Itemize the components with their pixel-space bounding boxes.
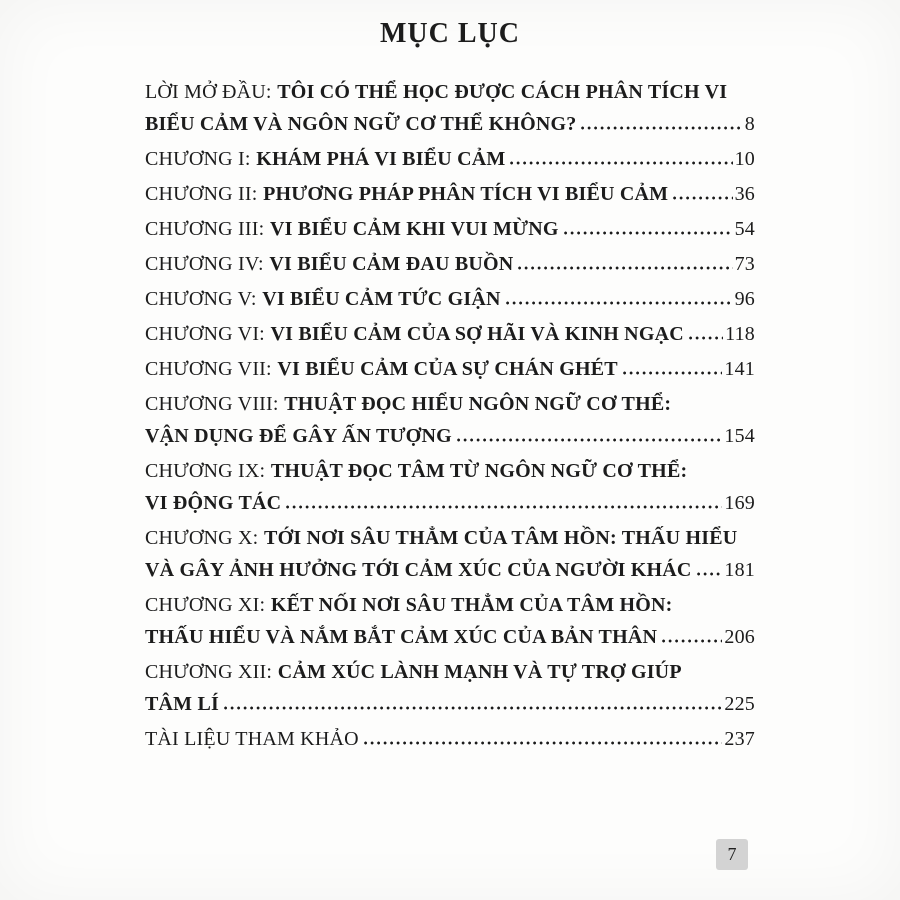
entry-line	[145, 723, 755, 755]
entry-prefix: CHƯƠNG VII:	[145, 358, 272, 380]
entry-page-number: 237	[724, 728, 755, 750]
entry-prefix: CHƯƠNG XI:	[145, 594, 266, 616]
dotted-leader	[506, 301, 733, 305]
entry-page-number: 181	[724, 559, 755, 581]
entry-line	[145, 283, 755, 315]
dotted-leader	[510, 161, 732, 165]
dotted-leader	[581, 126, 742, 130]
entry-page-number: 36	[734, 183, 755, 205]
entry-prefix: CHƯƠNG I:	[145, 148, 251, 170]
entry-line	[145, 143, 755, 175]
toc-entry	[145, 143, 755, 175]
toc-entry	[145, 283, 755, 315]
entry-prefix: CHƯƠNG IX:	[145, 460, 266, 482]
toc-entry	[145, 76, 755, 140]
toc-entry	[145, 213, 755, 245]
entry-title: THUẬT ĐỌC HIỂU NGÔN NGỮ CƠ THỂ:	[284, 393, 672, 415]
toc-entry	[145, 388, 755, 452]
dotted-leader	[224, 706, 722, 710]
dotted-leader	[364, 741, 723, 745]
page-number-badge	[716, 839, 748, 870]
toc-entry	[145, 589, 755, 653]
entry-line	[145, 621, 755, 653]
toc-entry	[145, 455, 755, 519]
entry-page-number: 118	[725, 323, 755, 345]
entry-title: PHƯƠNG PHÁP PHÂN TÍCH VI BIỂU CẢM	[263, 183, 669, 205]
dotted-leader	[286, 505, 722, 509]
entry-page-number: 141	[724, 358, 755, 380]
dotted-leader	[662, 639, 722, 643]
entry-line	[145, 178, 755, 210]
entry-title-continued: VÀ GÂY ẢNH HƯỞNG TỚI CẢM XÚC CỦA NGƯỜI KHÁC	[145, 559, 692, 581]
entry-line	[145, 213, 755, 245]
dotted-leader	[673, 196, 732, 200]
entry-prefix: TÀI LIỆU THAM KHẢO	[145, 728, 359, 750]
entry-line	[145, 108, 755, 140]
entry-title: VI BIỂU CẢM KHI VUI MỪNG	[269, 218, 559, 240]
entry-title: KẾT NỐI NƠI SÂU THẲM CỦA TÂM HỒN:	[270, 594, 673, 616]
dotted-leader	[697, 572, 723, 576]
dotted-leader	[564, 231, 733, 235]
entry-prefix: CHƯƠNG V:	[145, 288, 257, 310]
toc-entry	[145, 178, 755, 210]
entry-page-number: 8	[744, 113, 755, 135]
toc-entry	[145, 353, 755, 385]
entry-title: VI BIỂU CẢM CỦA SỢ HÃI VÀ KINH NGẠC	[270, 323, 684, 345]
entry-title-continued: THẤU HIỂU VÀ NẮM BẮT CẢM XÚC CỦA BẢN THÂN	[145, 626, 658, 648]
entry-prefix: CHƯƠNG X:	[145, 527, 259, 549]
entry-title: KHÁM PHÁ VI BIỂU CẢM	[256, 148, 506, 170]
entry-prefix: CHƯƠNG III:	[145, 218, 265, 240]
page-number: 7	[727, 844, 737, 864]
entry-page-number: 169	[724, 492, 755, 514]
entry-page-number: 54	[734, 218, 755, 240]
dotted-leader	[623, 371, 723, 375]
entry-title: THUẬT ĐỌC TÂM TỪ NGÔN NGỮ CƠ THỂ:	[270, 460, 688, 482]
entry-prefix: CHƯƠNG XII:	[145, 661, 273, 683]
entry-line	[145, 589, 755, 621]
entry-line	[145, 656, 755, 688]
entry-line	[145, 554, 755, 586]
entry-title: VI BIỂU CẢM CỦA SỰ CHÁN GHÉT	[277, 358, 618, 380]
entry-page-number: 96	[734, 288, 755, 310]
toc-entry	[145, 248, 755, 280]
toc-entry	[145, 522, 755, 586]
entry-page-number: 73	[734, 253, 755, 275]
entry-title-continued: TÂM LÍ	[145, 693, 219, 715]
entry-prefix: CHƯƠNG II:	[145, 183, 258, 205]
entry-title: CẢM XÚC LÀNH MẠNH VÀ TỰ TRỢ GIÚP	[277, 661, 682, 683]
dotted-leader	[518, 266, 732, 270]
entry-line	[145, 76, 755, 108]
entry-title-continued: BIỂU CẢM VÀ NGÔN NGỮ CƠ THỂ KHÔNG?	[145, 113, 577, 135]
entry-title: VI BIỂU CẢM ĐAU BUỒN	[269, 253, 514, 275]
entry-line	[145, 318, 755, 350]
entry-title-continued: VẬN DỤNG ĐỂ GÂY ẤN TƯỢNG	[145, 425, 452, 447]
entry-line	[145, 248, 755, 280]
entry-title: TÔI CÓ THỂ HỌC ĐƯỢC CÁCH PHÂN TÍCH VI	[277, 81, 728, 103]
page-title: MỤC LỤC	[380, 18, 520, 49]
entry-title: VI BIỂU CẢM TỨC GIẬN	[262, 288, 501, 310]
entry-line	[145, 353, 755, 385]
dotted-leader	[457, 438, 723, 442]
entry-page-number: 225	[724, 693, 755, 715]
entry-prefix: CHƯƠNG IV:	[145, 253, 264, 275]
toc-entry	[145, 318, 755, 350]
entry-prefix: LỜI MỞ ĐẦU:	[145, 81, 272, 103]
toc-entry	[145, 723, 755, 755]
toc-list	[145, 76, 755, 755]
entry-line	[145, 420, 755, 452]
entry-title-continued: VI ĐỘNG TÁC	[145, 492, 282, 514]
entry-line	[145, 487, 755, 519]
toc-entry	[145, 656, 755, 720]
entry-prefix: CHƯƠNG VI:	[145, 323, 265, 345]
entry-line	[145, 455, 755, 487]
entry-line	[145, 388, 755, 420]
entry-title: TỚI NƠI SÂU THẲM CỦA TÂM HỒN: THẤU HIỂU	[264, 527, 738, 549]
entry-page-number: 10	[734, 148, 755, 170]
entry-page-number: 154	[724, 425, 755, 447]
entry-line	[145, 688, 755, 720]
entry-prefix: CHƯƠNG VIII:	[145, 393, 279, 415]
entry-page-number: 206	[724, 626, 755, 648]
dotted-leader	[689, 336, 723, 340]
entry-line	[145, 522, 755, 554]
